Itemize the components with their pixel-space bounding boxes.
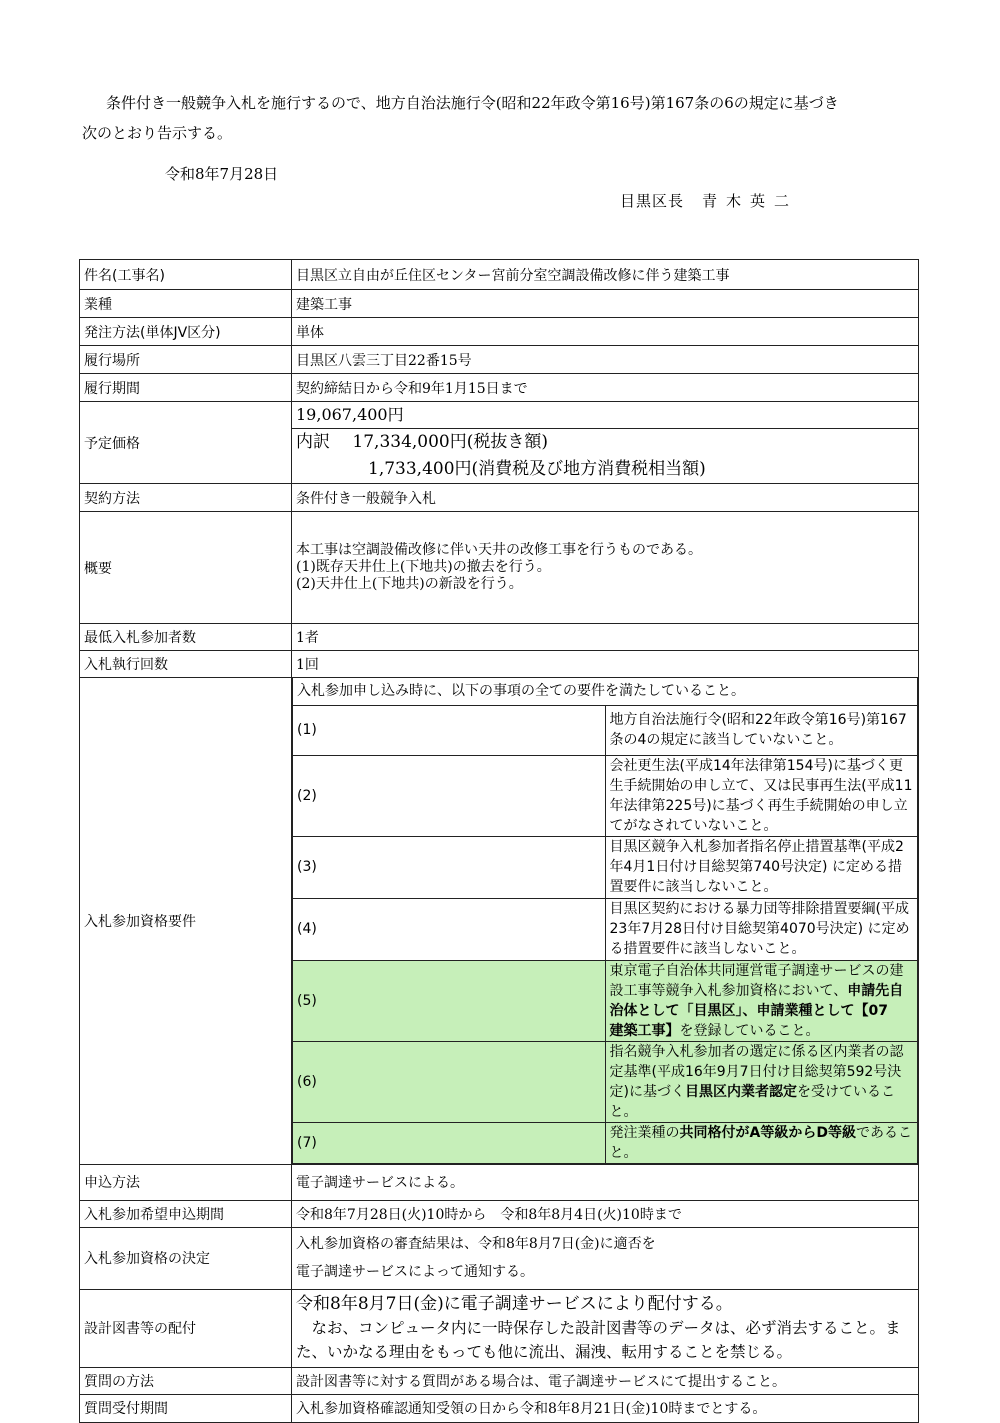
row-bid-rounds: [80, 651, 919, 678]
value-bid-rounds: 1回: [292, 651, 919, 678]
qualification-text: [605, 1122, 918, 1163]
qualification-num: (3): [293, 836, 606, 898]
value-order-method: 単体: [292, 318, 919, 346]
decision-line-2: 電子調達サービスによって通知する。: [296, 1264, 534, 1280]
qualification-num: (7): [293, 1122, 606, 1163]
price-breakdown-2: 1,733,400円(消費税及び地方消費税相当額): [368, 459, 706, 479]
value-contract-method: 条件付き一般競争入札: [292, 484, 919, 512]
label-qualifications: 入札参加資格要件: [80, 678, 292, 1165]
row-overview: [80, 512, 919, 624]
signer-title: 目黒区長: [620, 192, 685, 210]
value-question-period: 入札参加資格確認通知受領の日から令和8年8月21日(金)10時までとする。: [292, 1394, 919, 1422]
label-industry: 業種: [80, 290, 292, 318]
qualification-text: 目黒区競争入札参加者指名停止措置基準(平成2年4月1日付け目総契第740号決定) に定める措置要件に該当しないこと。: [605, 836, 918, 898]
row-question-period: [80, 1394, 919, 1422]
distribution-line-1: 令和8年8月7日(金)に電子調達サービスにより配付する。: [296, 1294, 733, 1314]
row-period: [80, 374, 919, 402]
qualification-item-highlighted: [293, 960, 918, 1041]
qualification-text-c: を登録していること。: [679, 1022, 820, 1039]
label-bid-rounds: 入札執行回数: [80, 651, 292, 678]
intro-line-2: 次のとおり告示する。: [82, 124, 233, 142]
price-breakdown-1: 内訳 17,334,000円(税抜き額): [296, 432, 549, 452]
value-project-name: 目黒区立自由が丘住区センター宮前分室空調設備改修に伴う建築工事: [292, 260, 919, 290]
value-period: 契約締結日から令和9年1月15日まで: [292, 374, 919, 402]
row-application-method: [80, 1164, 919, 1200]
row-industry: [80, 290, 919, 318]
label-price: 予定価格: [80, 402, 292, 484]
qualification-text-bold: 申請先自治体として「目黒区」、申請業種として【07 建築工事】: [609, 982, 904, 1039]
overview-line-1: 本工事は空調設備改修に伴い天井の改修工事を行うものである。: [296, 542, 702, 558]
notice-date: 令和8年7月28日: [165, 165, 279, 183]
qualification-text-a: 発注業種の: [609, 1124, 680, 1141]
signature: [620, 190, 798, 211]
qualification-text-a: 指名競争入札参加者の選定に係る区内業者の認定基準(平成16年9月7日付け目総契第592号決定)に基づく: [609, 1043, 904, 1100]
price-total: 19,067,400円: [292, 402, 918, 429]
row-question-method: [80, 1367, 919, 1394]
value-application-method: 電子調達サービスによる。: [292, 1164, 919, 1200]
label-min-bidders: 最低入札参加者数: [80, 624, 292, 651]
signer-name: 青木英二: [702, 192, 799, 210]
qualification-item: [293, 705, 918, 755]
label-qualification-decision: 入札参加資格の決定: [80, 1227, 292, 1289]
label-period: 履行期間: [80, 374, 292, 402]
value-min-bidders: 1者: [292, 624, 919, 651]
qualification-text: 地方自治法施行令(昭和22年政令第16号)第167条の4の規定に該当していないこと。: [605, 705, 918, 755]
row-contract-method: [80, 484, 919, 512]
row-location: [80, 346, 919, 374]
value-question-method: 設計図書等に対する質問がある場合は、電子調達サービスにて提出すること。: [292, 1367, 919, 1394]
row-project-name: [80, 260, 919, 290]
qualification-text: [605, 1041, 918, 1122]
row-price: [80, 402, 919, 484]
intro-text: [82, 88, 922, 148]
qualification-text: 目黒区契約における暴力団等排除措置要綱(平成23年7月28日付け目総契第4070号決定) に定める措置要件に該当しないこと。: [605, 898, 918, 960]
qualification-text: [605, 960, 918, 1041]
qualification-item: [293, 898, 918, 960]
row-order-method: [80, 318, 919, 346]
value-industry: 建築工事: [292, 290, 919, 318]
label-application-method: 申込方法: [80, 1164, 292, 1200]
qualification-text-c: であること。: [609, 1124, 912, 1161]
qualification-head: 入札参加申し込み時に、以下の事項の全ての要件を満たしていること。: [293, 678, 918, 705]
overview-line-2: (1)既存天井仕上(下地共)の撤去を行う。: [296, 559, 551, 575]
qualification-item-highlighted: [293, 1122, 918, 1163]
qualification-item: [293, 836, 918, 898]
qualification-text-c: を受けていること。: [609, 1083, 895, 1120]
row-document-distribution: [80, 1289, 919, 1367]
qualification-item-highlighted: [293, 1041, 918, 1122]
intro-line-1: 条件付き一般競争入札を施行するので、地方自治法施行令(昭和22年政令第16号)第167条の6の規定に基づき: [106, 94, 839, 112]
row-qualifications: [80, 678, 919, 1165]
qualification-item: [293, 755, 918, 836]
label-order-method: 発注方法(単体JV区分): [80, 318, 292, 346]
value-location: 目黒区八雲三丁目22番15号: [292, 346, 919, 374]
row-qualification-decision: [80, 1227, 919, 1289]
label-question-method: 質問の方法: [80, 1367, 292, 1394]
label-question-period: 質問受付期間: [80, 1394, 292, 1422]
label-document-distribution: 設計図書等の配付: [80, 1289, 292, 1367]
qualification-num: (6): [293, 1041, 606, 1122]
qualification-num: (1): [293, 705, 606, 755]
label-contract-method: 契約方法: [80, 484, 292, 512]
row-min-bidders: [80, 624, 919, 651]
qualification-text: 会社更生法(平成14年法律第154号)に基づく更生手続開始の申し立て、又は民事再生法(平成11年法律第225号)に基づく再生手続開始の申し立てがなされていないこと。: [605, 755, 918, 836]
decision-line-1: 入札参加資格の審査結果は、令和8年8月7日(金)に適否を: [296, 1236, 656, 1252]
label-application-period: 入札参加希望申込期間: [80, 1200, 292, 1227]
label-overview: 概要: [80, 512, 292, 624]
row-application-period: [80, 1200, 919, 1227]
distribution-line-2: なお、コンピュータ内に一時保存した設計図書等のデータは、必ず消去すること。また、いかなる理由をもっても他に流出、漏洩、転用することを禁じる。: [296, 1319, 901, 1361]
qualification-num: (2): [293, 755, 606, 836]
overview-line-3: (2)天井仕上(下地共)の新設を行う。: [296, 576, 523, 592]
qualification-num: (5): [293, 960, 606, 1041]
qualification-text-bold: 目黒区内業者認定: [684, 1083, 797, 1100]
qualification-num: (4): [293, 898, 606, 960]
value-application-period: 令和8年7月28日(火)10時から 令和8年8月4日(火)10時まで: [292, 1200, 919, 1227]
qualification-list: [292, 678, 918, 1164]
label-location: 履行場所: [80, 346, 292, 374]
qualification-text-bold: 共同格付がA等級からD等級: [679, 1124, 856, 1141]
notice-table: [79, 259, 919, 1423]
qualification-text-a: 東京電子自治体共同運営電子調達サービスの建設工事等競争入札参加資格において、: [609, 962, 904, 999]
label-project-name: 件名(工事名): [80, 260, 292, 290]
